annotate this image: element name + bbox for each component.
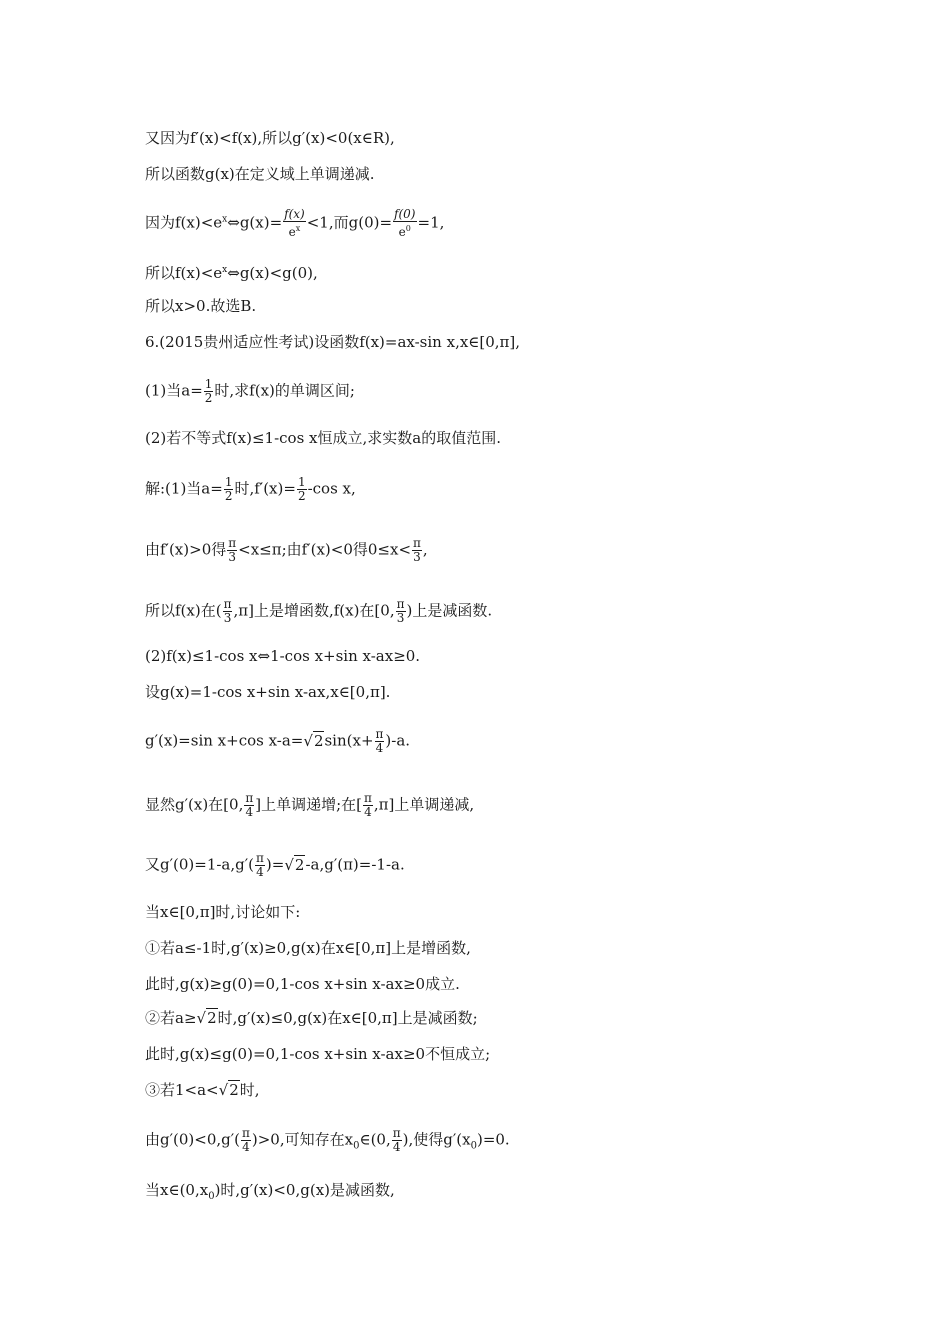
fraction-denominator: 4 xyxy=(375,741,384,755)
text-line xyxy=(145,1008,478,1028)
fraction-numerator: π xyxy=(396,597,405,611)
text-segment: ⇔g(x)= xyxy=(227,213,283,232)
text-line: 所以函数g(x)在定义域上单调递减. xyxy=(145,165,375,183)
text-segment: ②若a≥ xyxy=(145,1009,197,1027)
fraction-denominator: 3 xyxy=(228,550,236,564)
text-segment: <1,而g(0)= xyxy=(306,213,393,232)
fraction-numerator: f(0) xyxy=(394,207,416,221)
text-line: 6.(2015贵州适应性考试)设函数f(x)=ax-sin x,x∈[0,π], xyxy=(145,333,521,351)
text-segment: e xyxy=(288,225,296,239)
text-line: 当x∈[0,π]时,讨论如下: xyxy=(145,903,301,921)
fraction-denominator: 2 xyxy=(224,489,233,503)
text-segment: 时,f′(x)= xyxy=(234,479,296,498)
text-segment: 由f′(x)>0得 xyxy=(145,540,227,559)
fraction-denominator: 4 xyxy=(245,805,254,819)
text-segment: 所以f(x)在( xyxy=(145,601,222,620)
radical-sign: √ xyxy=(196,1009,207,1027)
text-line: 此时,g(x)≥g(0)=0,1-cos x+sin x-ax≥0成立. xyxy=(145,975,460,993)
text-line xyxy=(145,1127,510,1157)
square-root xyxy=(284,855,305,875)
superscript: x xyxy=(222,265,228,275)
radicand: 2 xyxy=(294,855,305,874)
text-segment: -a,g′(π)=-1-a. xyxy=(305,855,405,874)
fraction-numerator: π xyxy=(364,791,372,805)
fraction xyxy=(412,537,422,564)
fraction xyxy=(255,852,265,879)
text-segment: 由g′(0)<0,g′( xyxy=(145,1130,240,1149)
text-segment: 又g′(0)=1-a,g′( xyxy=(145,855,255,874)
fraction xyxy=(241,1127,251,1154)
square-root xyxy=(219,1080,240,1100)
radicand: 2 xyxy=(229,1081,239,1099)
text-line: (2)若不等式f(x)≤1-cos x恒成立,求实数a的取值范围. xyxy=(145,429,501,447)
fraction-denominator: 4 xyxy=(392,1140,401,1154)
fraction-denominator: 4 xyxy=(364,805,372,819)
fraction xyxy=(297,476,307,503)
text-segment: ③若1<a< xyxy=(145,1081,219,1099)
radicand: 2 xyxy=(207,1009,217,1027)
text-line xyxy=(145,378,355,405)
text-line xyxy=(145,792,474,819)
text-segment: g′(x)=sin x+cos x-a= xyxy=(145,731,304,750)
fraction-numerator: π xyxy=(228,536,237,550)
text-line xyxy=(145,1080,260,1100)
subscript: 0 xyxy=(353,1140,360,1152)
text-line: 又因为f′(x)<f(x),所以g′(x)<0(x∈R), xyxy=(145,129,395,147)
text-segment: )=0. xyxy=(476,1130,510,1149)
text-segment: 时,g′(x)≤0,g(x)在x∈[0,π]上是减函数; xyxy=(217,1009,478,1027)
fraction-denominator: 4 xyxy=(256,865,264,879)
text-segment: 时,求f(x)的单调区间; xyxy=(214,381,355,400)
fraction xyxy=(363,792,373,819)
text-segment: ),使得g′(x xyxy=(402,1130,471,1149)
text-line: ①若a≤-1时,g′(x)≥0,g(x)在x∈[0,π]上是增函数, xyxy=(145,939,471,957)
text-line xyxy=(145,852,405,879)
text-segment: )= xyxy=(265,855,285,874)
fraction xyxy=(393,208,416,239)
text-segment: 所以f(x)<e xyxy=(145,264,223,282)
fraction-denominator: 3 xyxy=(413,550,421,564)
text-segment: ,π]上是增函数,f(x)在[0, xyxy=(233,601,395,620)
fraction-denominator: 2 xyxy=(297,489,306,503)
superscript: 0 xyxy=(405,224,411,233)
superscript: x xyxy=(295,224,301,233)
subscript: 0 xyxy=(208,1191,215,1202)
fraction-numerator: f(x) xyxy=(284,207,305,221)
text-line: (2)f(x)≤1-cos x⇔1-cos x+sin x-ax≥0. xyxy=(145,647,421,665)
fraction xyxy=(244,792,254,819)
fraction xyxy=(396,598,406,625)
fraction xyxy=(392,1127,402,1154)
text-segment: -cos x, xyxy=(307,479,356,498)
radical-sign: √ xyxy=(284,855,294,874)
fraction-denominator: 3 xyxy=(223,611,232,625)
fraction-denominator: 3 xyxy=(396,611,405,625)
text-segment: 解:(1)当a= xyxy=(145,479,223,498)
text-segment: 时, xyxy=(239,1081,260,1099)
fraction-numerator: 1 xyxy=(204,377,213,391)
fraction-numerator: 1 xyxy=(224,475,233,489)
text-segment: ]上单调递增;在[ xyxy=(255,795,362,814)
text-line xyxy=(145,537,428,564)
text-line: 设g(x)=1-cos x+sin x-ax,x∈[0,π]. xyxy=(145,683,391,701)
text-line xyxy=(145,208,444,239)
fraction-numerator: π xyxy=(256,851,264,865)
radical-sign: √ xyxy=(218,1081,229,1099)
superscript: x xyxy=(222,214,228,225)
text-segment: 因为f(x)<e xyxy=(145,213,223,232)
text-line: 此时,g(x)≤g(0)=0,1-cos x+sin x-ax≥0不恒成立; xyxy=(145,1045,491,1063)
text-segment: 显然g′(x)在[0, xyxy=(145,795,244,814)
text-segment: )-a. xyxy=(385,731,411,750)
radical-sign: √ xyxy=(303,731,313,750)
text-segment: <x≤π;由f′(x)<0得0≤x< xyxy=(238,540,412,559)
text-segment: e xyxy=(398,225,406,239)
radicand: 2 xyxy=(313,731,324,750)
fraction xyxy=(375,728,385,755)
fraction xyxy=(283,208,306,239)
text-segment: =1, xyxy=(417,213,445,232)
fraction-numerator: π xyxy=(413,536,421,550)
text-segment: )>0,可知存在x xyxy=(251,1130,354,1149)
text-line xyxy=(145,260,318,283)
fraction-numerator: π xyxy=(223,597,232,611)
text-line xyxy=(145,1180,395,1207)
fraction-denominator xyxy=(393,221,416,239)
text-segment: sin(x+ xyxy=(324,731,374,750)
fraction xyxy=(224,476,234,503)
text-segment: ∈(0, xyxy=(359,1130,391,1149)
fraction-denominator: 2 xyxy=(204,391,213,405)
text-line xyxy=(145,728,410,755)
fraction-numerator: π xyxy=(375,727,384,741)
square-root xyxy=(197,1008,218,1028)
square-root xyxy=(303,731,324,751)
text-segment: , xyxy=(422,540,428,559)
subscript: 0 xyxy=(470,1140,477,1152)
fraction xyxy=(223,598,233,625)
fraction xyxy=(227,537,237,564)
fraction-denominator xyxy=(283,221,306,239)
text-segment: )时,g′(x)<0,g(x)是减函数, xyxy=(214,1181,395,1199)
fraction-numerator: π xyxy=(245,791,254,805)
text-line: 所以x>0.故选B. xyxy=(145,297,257,315)
fraction-denominator: 4 xyxy=(242,1140,250,1154)
text-segment: (1)当a= xyxy=(145,381,203,400)
text-segment: ⇔g(x)<g(0), xyxy=(227,264,318,282)
fraction xyxy=(204,378,214,405)
text-line xyxy=(145,598,492,625)
text-segment: )上是减函数. xyxy=(406,601,493,620)
fraction-numerator: π xyxy=(392,1126,401,1140)
fraction-numerator: π xyxy=(242,1126,250,1140)
text-line xyxy=(145,476,356,503)
text-segment: ,π]上单调递减, xyxy=(373,795,475,814)
fraction-numerator: 1 xyxy=(297,475,306,489)
text-segment: 当x∈(0,x xyxy=(145,1181,209,1199)
